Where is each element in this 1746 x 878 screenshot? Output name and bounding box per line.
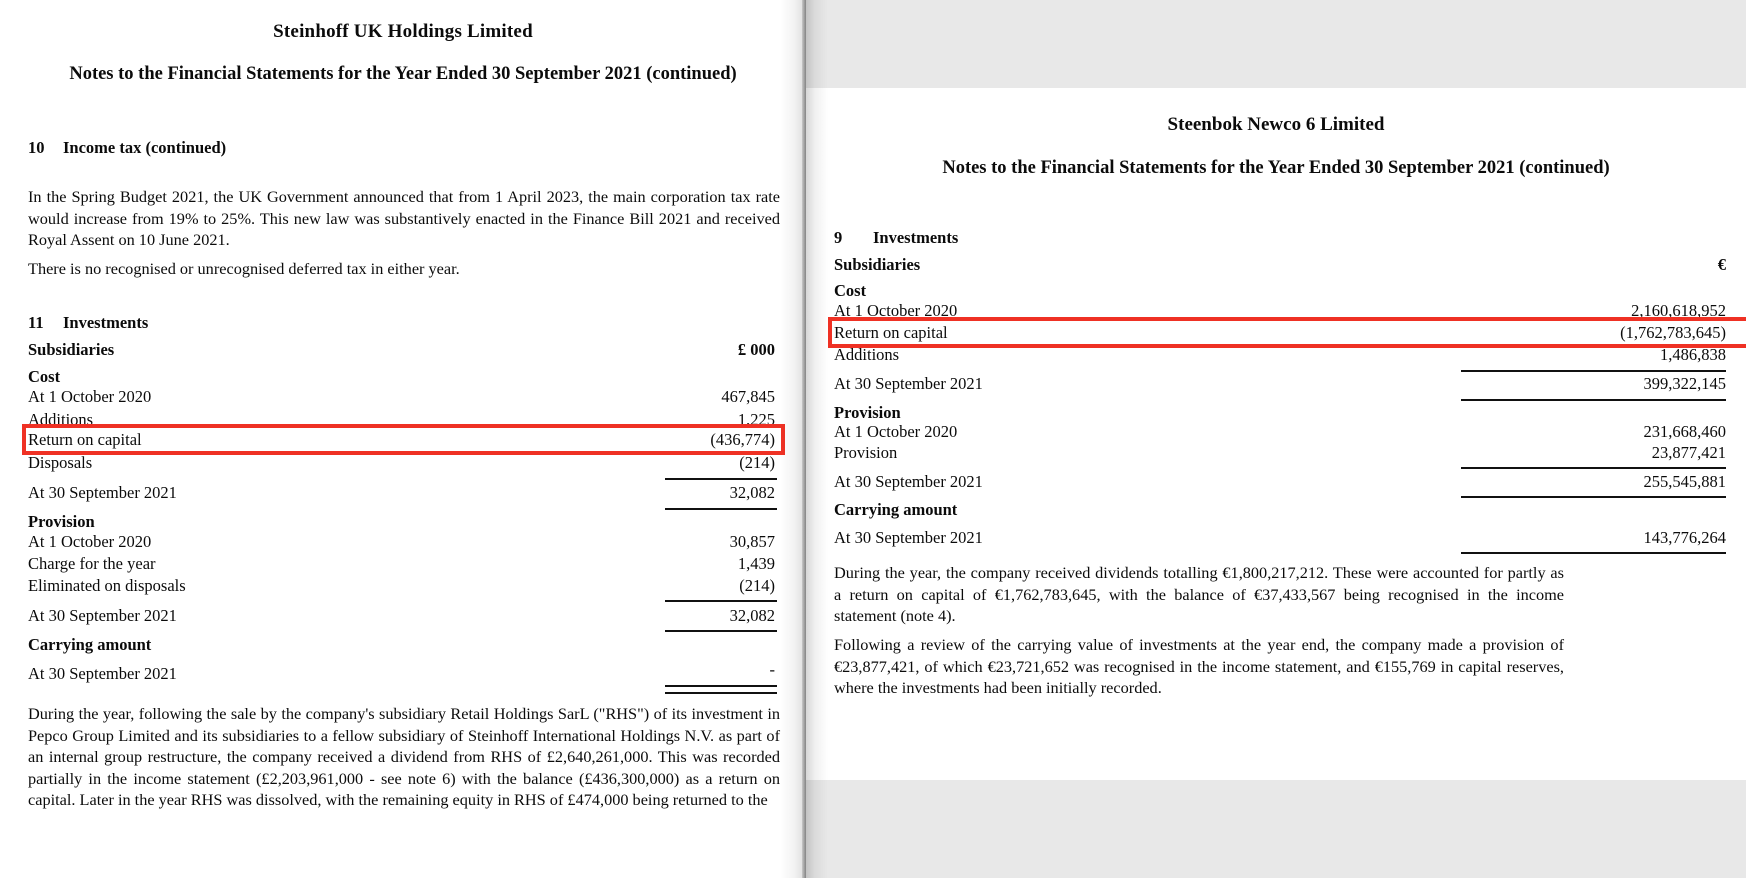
- right-provision-row-label-2: At 30 September 2021: [834, 472, 983, 491]
- right-cost-heading: Cost: [834, 281, 867, 300]
- right-rule-carrying: [1461, 552, 1726, 554]
- left-cost-row-label-0: At 1 October 2020: [28, 387, 152, 406]
- left-note-10-paragraph-1: In the Spring Budget 2021, the UK Government announced that from 1 April 2023, the main corporation tax rate would increase from 19% to 25%. This new law was substantively enacted in the Finance Bill 2021 and received Royal Assent on 10 June 2021.: [28, 187, 780, 249]
- right-document-page: [806, 0, 1746, 878]
- right-rule-cost-total: [1461, 399, 1726, 401]
- left-rule-cost-subtotal: [665, 478, 777, 480]
- left-provision-row-label-0: At 1 October 2020: [28, 532, 152, 551]
- right-cost-row-label-0: At 1 October 2020: [834, 301, 958, 320]
- right-provision-row-value-1: 23,877,421: [1651, 443, 1726, 462]
- left-page-subtitle: Notes to the Financial Statements for the Year Ended 30 September 2021 (continued): [69, 64, 737, 84]
- right-carrying-row-value-0: 143,776,264: [1643, 528, 1726, 547]
- right-company-title: Steenbok Newco 6 Limited: [1167, 114, 1385, 135]
- right-cost-row-value-0: 2,160,618,952: [1631, 301, 1726, 320]
- left-company-title: Steinhoff UK Holdings Limited: [273, 21, 533, 42]
- left-carrying-row-value-0: -: [769, 660, 775, 679]
- left-carrying-row-label-0: At 30 September 2021: [28, 664, 177, 683]
- right-cost-row-label-1: Return on capital: [834, 323, 948, 342]
- right-note-9-number: 9: [834, 228, 843, 247]
- right-cost-row-value-2: 1,486,838: [1660, 345, 1726, 364]
- left-document-page: [0, 0, 806, 878]
- left-provision-row-label-3: At 30 September 2021: [28, 606, 177, 625]
- left-return-on-capital-highlight: [22, 424, 785, 455]
- left-provision-row-value-0: 30,857: [729, 532, 775, 551]
- left-provision-row-label-2: Eliminated on disposals: [28, 576, 186, 595]
- right-subsidiaries-label: Subsidiaries: [834, 255, 921, 274]
- left-provision-row-value-3: 32,082: [729, 606, 775, 625]
- right-rule-provision-subtotal: [1461, 467, 1726, 469]
- right-carrying-amount-heading: Carrying amount: [834, 500, 958, 519]
- right-provision-row-value-2: 255,545,881: [1643, 472, 1726, 491]
- left-subsidiaries-label: Subsidiaries: [28, 340, 115, 359]
- right-rule-provision-total: [1461, 496, 1726, 498]
- left-rule-provision-total: [665, 630, 777, 632]
- left-cost-row-label-2: Return on capital: [28, 430, 142, 449]
- right-provision-heading: Provision: [834, 403, 901, 422]
- left-cost-row-label-1: Additions: [28, 410, 94, 429]
- left-cost-row-value-3: (214): [739, 453, 775, 472]
- left-note-11-number: 11: [28, 313, 44, 332]
- right-provision-row-label-1: Provision: [834, 443, 898, 462]
- right-currency-header: €: [1717, 255, 1726, 274]
- left-rule-cost-total: [665, 508, 777, 510]
- right-cost-row-value-1: (1,762,783,645): [1620, 323, 1726, 342]
- right-cost-row-label-3: At 30 September 2021: [834, 374, 983, 393]
- left-cost-row-label-3: Disposals: [28, 453, 93, 472]
- left-currency-header: £ 000: [737, 340, 775, 359]
- left-carrying-amount-heading: Carrying amount: [28, 635, 152, 654]
- right-provision-row-label-0: At 1 October 2020: [834, 422, 958, 441]
- left-cost-row-value-0: 467,845: [721, 387, 775, 406]
- left-note-10-title: Income tax (continued): [63, 138, 227, 157]
- left-provision-row-value-1: 1,439: [737, 554, 775, 573]
- left-rule-carrying-double: [665, 685, 777, 694]
- right-note-9-paragraph-2: Following a review of the carrying value of investments at the year end, the company made a provision of €23,877,421, of which €23,721,652 was recognised in the income statement, and €155,769 in capital reserves, where the investments had been initially recorded.: [834, 635, 1564, 697]
- left-cost-row-label-4: At 30 September 2021: [28, 483, 177, 502]
- right-note-9-paragraph-1: During the year, the company received dividends totalling €1,800,217,212. These were accounted for partly as a return on capital of €1,762,783,645, with the balance of €37,433,567 being recognised in the income statement (note 4).: [834, 563, 1564, 625]
- left-note-10-paragraph-2: There is no recognised or unrecognised deferred tax in either year.: [28, 259, 460, 278]
- left-cost-heading: Cost: [28, 367, 61, 386]
- right-carrying-row-label-0: At 30 September 2021: [834, 528, 983, 547]
- left-provision-row-label-1: Charge for the year: [28, 554, 156, 573]
- left-cost-row-value-2: (436,774): [710, 430, 775, 449]
- left-note-11-title: Investments: [63, 313, 149, 332]
- right-provision-row-value-0: 231,668,460: [1643, 422, 1726, 441]
- right-rule-cost-subtotal: [1461, 370, 1726, 372]
- left-rule-provision-subtotal: [665, 600, 777, 602]
- right-page-subtitle: Notes to the Financial Statements for the Year Ended 30 September 2021 (continued): [942, 158, 1610, 178]
- left-provision-heading: Provision: [28, 512, 95, 531]
- left-cost-row-value-4: 32,082: [729, 483, 775, 502]
- left-note-10-number: 10: [28, 138, 45, 157]
- right-return-on-capital-highlight: [828, 317, 1746, 348]
- left-closing-paragraph: During the year, following the sale by the company's subsidiary Retail Holdings SarL ("RHS") of its investment in Pepco Group Limited and its subsidiaries to a fellow subsidiary of Steinhoff International Holdings N.V. as part of an internal group restructure, the company received a dividend from RHS of £2,640,261,000. This was recorded partially in the income statement (£2,203,961,000 - see note 6) with the balance (£436,300,000) as a return on capital. Later in the year RHS was dissolved, with the remaining equity in RHS of £474,000 being returned to the: [28, 704, 780, 809]
- right-cost-row-label-2: Additions: [834, 345, 900, 364]
- left-provision-row-value-2: (214): [739, 576, 775, 595]
- right-cost-row-value-3: 399,322,145: [1643, 374, 1726, 393]
- left-cost-row-value-1: 1,225: [737, 410, 775, 429]
- right-note-9-title: Investments: [873, 228, 959, 247]
